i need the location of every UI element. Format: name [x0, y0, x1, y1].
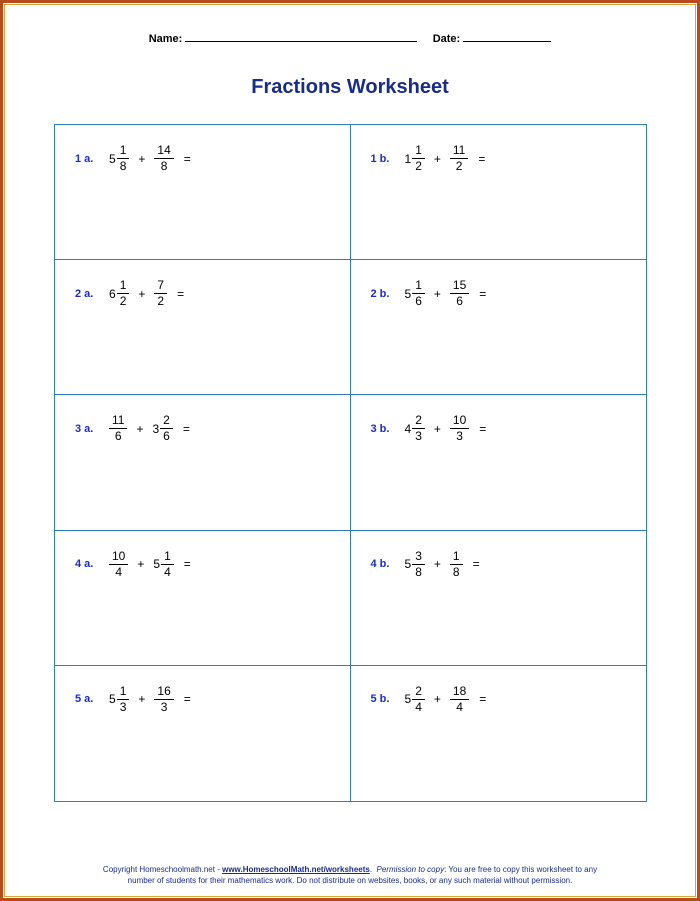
fraction	[154, 278, 167, 309]
website-link[interactable]: www.HomeschoolMath.net/worksheets	[222, 865, 370, 874]
term-b	[154, 143, 173, 174]
whole-number: 5	[153, 557, 161, 572]
denominator: 4	[164, 564, 171, 579]
problem	[75, 143, 191, 174]
numerator: 1	[117, 143, 130, 159]
numerator: 3	[412, 549, 425, 565]
term-a	[405, 413, 425, 444]
term-a	[109, 684, 129, 715]
equals-sign: =	[183, 151, 191, 166]
denominator: 3	[456, 429, 463, 444]
permission-text-2: number of students for their mathematics work. Do not distribute on websites, books, or any such material without permission.	[127, 876, 573, 885]
equals-sign: =	[177, 286, 185, 301]
plus-operator: +	[136, 421, 144, 436]
problem-label: 4 a.	[75, 558, 94, 571]
problem-cell[interactable]	[351, 395, 647, 530]
denominator: 8	[415, 564, 422, 579]
term-b	[153, 549, 173, 580]
fraction	[154, 684, 173, 715]
fraction	[450, 143, 468, 174]
equals-sign: =	[472, 557, 480, 572]
problem-label: 1 b.	[370, 152, 390, 165]
problem-grid	[54, 124, 647, 802]
fraction	[161, 549, 174, 580]
date-field[interactable]	[463, 31, 551, 42]
numerator: 1	[161, 549, 174, 565]
problem-cell[interactable]	[55, 395, 351, 530]
problem	[371, 278, 487, 309]
denominator: 8	[160, 159, 168, 173]
numerator: 18	[450, 684, 469, 700]
denominator: 2	[455, 159, 463, 173]
denominator: 6	[163, 429, 170, 444]
denominator: 2	[119, 294, 127, 309]
problem	[75, 684, 191, 715]
equals-sign: =	[183, 692, 191, 707]
problem-cell[interactable]	[351, 666, 647, 801]
date-label: Date:	[432, 33, 461, 45]
numerator: 1	[412, 143, 425, 159]
permission-text: : You are free to copy this worksheet to any	[444, 865, 598, 874]
fraction	[450, 413, 469, 444]
problem-cell[interactable]	[55, 666, 351, 801]
problem-label: 2 a.	[75, 287, 94, 300]
fraction	[117, 143, 130, 174]
whole-number: 5	[109, 151, 116, 166]
name-field[interactable]	[185, 31, 417, 42]
numerator: 1	[117, 278, 130, 294]
problem	[371, 684, 487, 715]
problem-label: 1 a.	[75, 152, 94, 165]
fraction	[109, 413, 127, 444]
denominator: 4	[456, 699, 463, 714]
numerator: 7	[154, 278, 167, 294]
term-b	[450, 549, 463, 580]
denominator: 3	[415, 429, 422, 444]
fraction	[117, 684, 130, 715]
numerator: 11	[450, 143, 468, 159]
fraction	[412, 143, 425, 174]
plus-operator: +	[433, 286, 441, 301]
problem	[371, 413, 487, 444]
term-b	[154, 278, 167, 309]
problem-cell[interactable]	[55, 260, 351, 395]
denominator: 6	[415, 294, 422, 309]
problem-cell[interactable]	[55, 531, 351, 666]
denominator: 4	[415, 699, 422, 714]
equals-sign: =	[183, 557, 191, 572]
numerator: 11	[109, 413, 127, 429]
problem-label: 3 b.	[370, 422, 390, 435]
permission-label: Permission to copy	[376, 865, 445, 874]
problem-label: 5 a.	[75, 693, 94, 706]
whole-number: 4	[404, 421, 412, 436]
term-a	[109, 549, 128, 580]
numerator: 15	[450, 278, 469, 294]
term-a	[109, 143, 129, 174]
plus-operator: +	[138, 692, 146, 707]
name-date-header	[0, 31, 700, 45]
denominator: 2	[157, 294, 165, 309]
fraction	[412, 413, 425, 444]
term-b	[450, 413, 469, 444]
problem-cell[interactable]	[351, 531, 647, 666]
numerator: 2	[412, 413, 425, 429]
denominator: 6	[456, 294, 463, 309]
numerator: 2	[160, 413, 173, 429]
plus-operator: +	[433, 151, 441, 166]
problem-label: 5 b.	[370, 693, 390, 706]
term-a	[405, 278, 425, 309]
problem-cell[interactable]	[351, 125, 647, 260]
problem-label: 4 b.	[370, 558, 390, 571]
fraction	[117, 278, 130, 309]
denominator: 3	[119, 699, 127, 714]
denominator: 8	[119, 159, 127, 173]
term-b	[450, 684, 469, 715]
numerator: 16	[154, 684, 173, 700]
denominator: 4	[115, 564, 123, 579]
whole-number: 3	[152, 421, 160, 436]
page-title: Fractions Worksheet	[251, 76, 449, 98]
fraction	[450, 684, 469, 715]
fraction	[412, 684, 425, 715]
footer: Copyright Homeschoolmath.net - www.HomeschoolMath.net/worksheets. Permission to copy: You are free to copy this worksheet to any number of students for their mathematics work. Do not distribute on websites, books, or any such material without permission.	[0, 864, 700, 886]
whole-number: 5	[404, 557, 412, 572]
problem-label: 2 b.	[370, 287, 390, 300]
whole-number: 5	[404, 692, 412, 707]
equals-sign: =	[479, 286, 487, 301]
numerator: 1	[412, 278, 425, 294]
term-a	[405, 143, 425, 174]
fraction	[450, 278, 469, 309]
denominator: 8	[452, 564, 460, 579]
fraction	[154, 143, 173, 174]
term-b	[450, 143, 468, 174]
numerator: 14	[154, 143, 173, 159]
numerator: 2	[412, 684, 425, 700]
problem	[75, 278, 184, 309]
whole-number: 6	[109, 286, 116, 301]
equals-sign: =	[479, 421, 487, 436]
term-a	[405, 549, 425, 580]
fraction	[412, 278, 425, 309]
term-b	[152, 413, 172, 444]
plus-operator: +	[433, 421, 441, 436]
whole-number: 5	[109, 692, 116, 707]
numerator: 1	[117, 684, 130, 700]
problem-label: 3 a.	[75, 422, 94, 435]
whole-number: 1	[404, 151, 412, 166]
problem-cell[interactable]	[55, 125, 351, 260]
problem	[75, 413, 190, 444]
plus-operator: +	[433, 692, 441, 707]
plus-operator: +	[137, 557, 145, 572]
numerator: 1	[450, 549, 463, 565]
problem	[371, 143, 486, 174]
plus-operator: +	[433, 557, 441, 572]
equals-sign: =	[182, 421, 190, 436]
fraction	[450, 549, 463, 580]
plus-operator: +	[138, 286, 146, 301]
whole-number: 5	[404, 286, 412, 301]
denominator: 2	[415, 159, 422, 173]
term-a	[405, 684, 425, 715]
equals-sign: =	[479, 692, 487, 707]
term-b	[450, 278, 469, 309]
term-a	[109, 413, 127, 444]
equals-sign: =	[478, 151, 486, 166]
problem	[75, 549, 191, 580]
term-b	[154, 684, 173, 715]
problem-cell[interactable]	[351, 260, 647, 395]
term-a	[109, 278, 129, 309]
fraction	[412, 549, 425, 580]
problem	[371, 549, 480, 580]
denominator: 6	[114, 429, 122, 444]
copyright-text: Copyright Homeschoolmath.net -	[102, 865, 223, 874]
numerator: 10	[109, 549, 128, 565]
denominator: 3	[160, 699, 168, 714]
plus-operator: +	[138, 151, 146, 166]
fraction	[160, 413, 173, 444]
name-label: Name:	[148, 33, 183, 45]
numerator: 10	[450, 413, 469, 429]
fraction	[109, 549, 128, 580]
